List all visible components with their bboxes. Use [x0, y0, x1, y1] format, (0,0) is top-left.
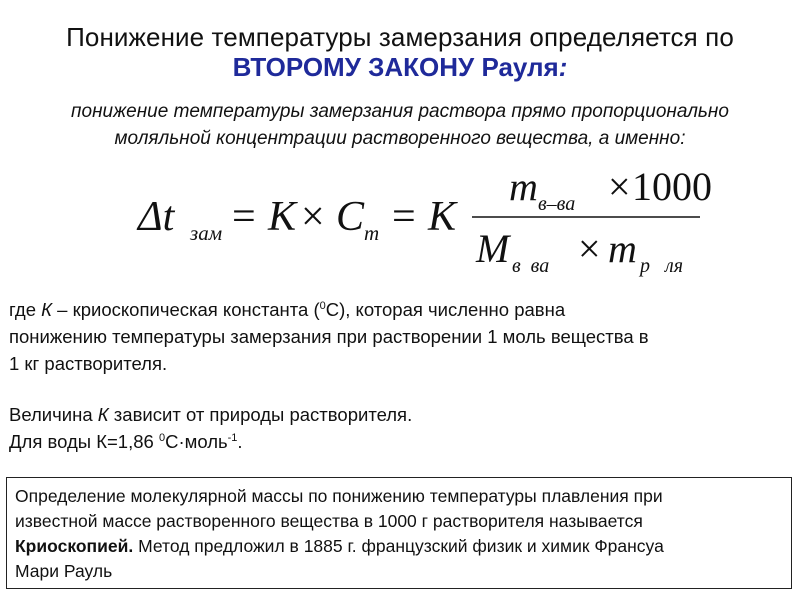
title-line-1: Понижение температуры замерзания определяется по [66, 22, 734, 52]
box-line-3 [15, 534, 783, 559]
degree-superscript: 0 [158, 432, 166, 444]
k-symbol: К [97, 404, 109, 425]
water-constant [9, 428, 789, 455]
k-symbol: К [41, 299, 53, 320]
formula-delta-t-subscript: зам [190, 221, 223, 245]
denominator-M: M [476, 226, 510, 271]
formula-k-2: K [428, 194, 457, 240]
cryoscopy-term: Криоскопией. [15, 536, 134, 556]
k-dependence [9, 401, 789, 428]
law-name-colon: : [558, 52, 568, 82]
numerator-m: m [509, 168, 538, 209]
cryoscopy-definition-box [6, 477, 792, 589]
text-fragment: Величина [9, 404, 98, 425]
text-fragment: зависит от природы растворителя. [108, 404, 413, 425]
box-line-1: Определение молекулярной массы по понижению температуры плавления при [15, 486, 663, 506]
numerator-m-subscript: в–ва [538, 193, 576, 215]
constant-description [9, 296, 789, 455]
denominator-times: × [578, 226, 601, 271]
text-fragment: Для воды К=1,86 [9, 431, 159, 452]
numerator-1000: 1000 [632, 168, 712, 209]
k-definition-line-3: 1 кг растворителя. [9, 353, 168, 374]
formula-c: C [336, 194, 365, 240]
denominator-m: m [608, 226, 637, 271]
box-line-4: Мари Рауль [15, 561, 113, 581]
text-fragment: – криоскопическая константа ( [52, 299, 320, 320]
text-fragment: С), которая численно равна [325, 299, 566, 320]
degree-superscript: 0 [319, 300, 326, 312]
text-fragment: Метод предложил в 1885 г. французский физик и химик Франсуа [133, 536, 664, 556]
k-definition-line-2: понижению температуры замерзания при растворении 1 моль вещества в [9, 326, 649, 347]
box-line-2: известной массе растворенного вещества в 1000 г растворителя называется [15, 511, 643, 531]
law-statement-line-1: понижение температуры замерзания раствора прямо пропорционально [71, 101, 729, 122]
denominator-M-subscript: в ва [512, 255, 550, 277]
k-definition-line-1 [9, 296, 789, 323]
power-superscript: -1 [227, 432, 238, 444]
formula-delta-t: Δt [138, 194, 175, 240]
denominator-m-subscript: р ля [640, 255, 684, 277]
raoult-formula [0, 168, 800, 283]
law-name: ВТОРОМУ ЗАКОНУ Рауля [232, 52, 559, 82]
formula-k-1: K [268, 194, 297, 240]
numerator-times: × [608, 168, 631, 209]
page-subtitle [0, 52, 800, 83]
formula-times-1: × [301, 194, 325, 240]
formula-equals-1: = [232, 194, 256, 240]
text-fragment: где [9, 299, 42, 320]
formula-equals-2: = [392, 194, 416, 240]
law-statement-line-2: моляльной концентрации растворенного вещества, а именно: [114, 128, 686, 149]
law-statement [0, 98, 800, 152]
text-fragment: С·моль [165, 431, 228, 452]
text-fragment: . [237, 431, 243, 452]
formula-c-subscript: m [364, 221, 380, 245]
page-title [0, 22, 800, 53]
